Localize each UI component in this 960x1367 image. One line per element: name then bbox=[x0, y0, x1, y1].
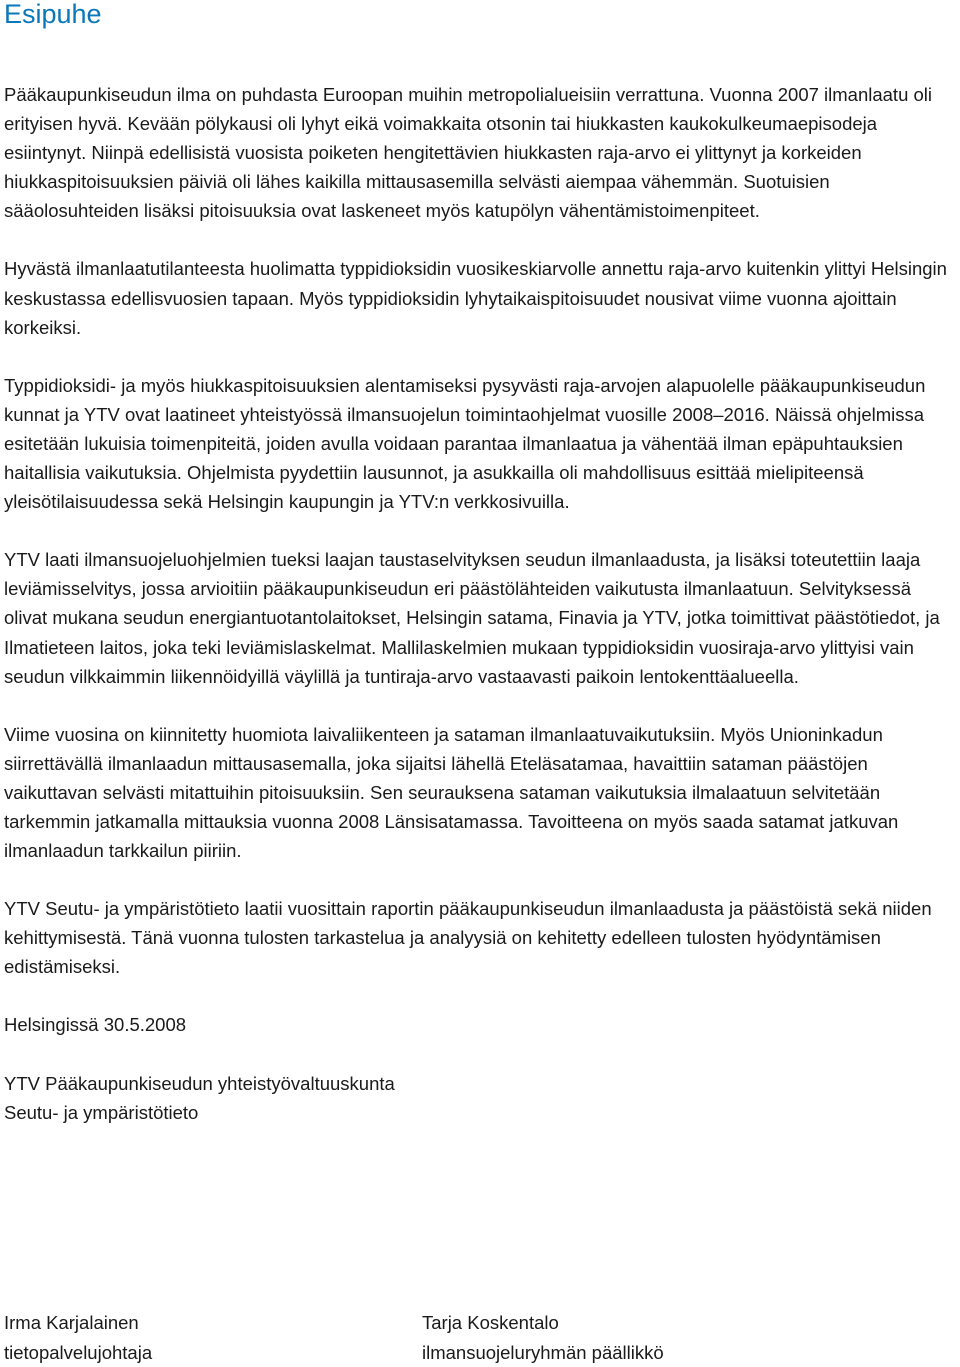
signer-name: Irma Karjalainen bbox=[4, 1308, 152, 1338]
signature-right bbox=[422, 1308, 664, 1367]
paragraph: YTV laati ilmansuojeluohjelmien tueksi laajan taustaselvityksen seudun ilmanlaadusta, ja lisäksi toteutettiin laaja leviämisselvitys, jossa arvioitiin pääkaupunkiseudun eri päästölähteiden vaikutusta ilmanlaatuun. Selvityksessä olivat mukana seudun energiantuotantolaitokset, Helsingin satama, Finavia ja YTV, jotka toimittivat päästötiedot, ja Ilmatieteen laitos, joka teki leviämislaskelmat. Mallilaskelmien mukaan typpidioksidin vuosiraja-arvo ylittyisi vain seudun vilkkaimmin liikennöidyillä väylillä ja tuntiraja-arvo vastaavasti paikoin lentokenttäalueella. bbox=[4, 545, 956, 690]
organization-unit: Seutu- ja ympäristötieto bbox=[4, 1098, 956, 1127]
preface-body bbox=[4, 80, 956, 1127]
paragraph: Typpidioksidi- ja myös hiukkaspitoisuuksien alentamiseksi pysyvästi raja-arvojen alapuolelle pääkaupunkiseudun kunnat ja YTV ovat laatineet yhteistyössä ilmansuojelun toimintaohjelmat vuosille 2008–2016. Näissä ohjelmissa esitetään lukuisia toimenpiteitä, joiden avulla voidaan parantaa ilmanlaatua ja vähentää ilman epäpuhtauksien haitallisia vaikutuksia. Ohjelmista pyydettiin lausunnot, ja asukkailla oli mahdollisuus esittää mielipiteensä yleisötilaisuudessa sekä Helsingin kaupungin ja YTV:n verkkosivuilla. bbox=[4, 371, 956, 516]
paragraph: Pääkaupunkiseudun ilma on puhdasta Euroopan muihin metropolialueisiin verrattuna. Vuonna 2007 ilmanlaatu oli erityisen hyvä. Kevään pölykausi oli lyhyt eikä voimakkaita otsonin tai hiukkasten kaukokulkeumaepisodeja esiintynyt. Niinpä edellisistä vuosista poiketen hengitettävien hiukkasten raja-arvo ei ylittynyt ja korkeiden hiukkaspitoisuuksien päiviä oli lähes kaikilla mittausasemilla selvästi aiempaa vähemmän. Suotuisien sääolosuhteiden lisäksi pitoisuuksia ovat laskeneet myös katupölyn vähentämistoimenpiteet. bbox=[4, 80, 956, 225]
signer-role: tietopalvelujohtaja bbox=[4, 1338, 152, 1367]
organization-block bbox=[4, 1069, 956, 1127]
signer-role: ilmansuojeluryhmän päällikkö bbox=[422, 1338, 664, 1367]
page-title: Esipuhe bbox=[4, 0, 102, 30]
signature-left bbox=[4, 1308, 152, 1367]
paragraph: Viime vuosina on kiinnitetty huomiota laivaliikenteen ja sataman ilmanlaatuvaikutuksiin. Myös Unioninkadun siirrettävällä ilmanlaadun mittausasemalla, joka sijaitsi lähellä Eteläsatamaa, havaittiin sataman päästöjen vaikuttavan selvästi mitattuihin pitoisuuksiin. Sen seurauksena sataman vaikutuksia ilmalaatuun selvitetään tarkemmin jatkamalla mittauksia vuonna 2008 Länsisatamassa. Tavoitteena on myös saada satamat jatkuvan ilmanlaadun tarkkailun piiriin. bbox=[4, 720, 956, 865]
signer-name: Tarja Koskentalo bbox=[422, 1308, 664, 1338]
paragraph: Hyvästä ilmanlaatutilanteesta huolimatta typpidioksidin vuosikeskiarvolle annettu raja-arvo kuitenkin ylittyi Helsingin keskustassa edellisvuosien tapaan. Myös typpidioksidin lyhytaikaispitoisuudet nousivat viime vuonna ajoittain korkeiksi. bbox=[4, 254, 956, 341]
paragraph: YTV Seutu- ja ympäristötieto laatii vuosittain raportin pääkaupunkiseudun ilmanlaadusta ja päästöistä sekä niiden kehittymisestä. Tänä vuonna tulosten tarkastelua ja analyysiä on kehitetty edelleen tulosten hyödyntämisen edistämiseksi. bbox=[4, 894, 956, 981]
date-line: Helsingissä 30.5.2008 bbox=[4, 1010, 956, 1039]
organization-name: YTV Pääkaupunkiseudun yhteistyövaltuuskunta bbox=[4, 1069, 956, 1098]
